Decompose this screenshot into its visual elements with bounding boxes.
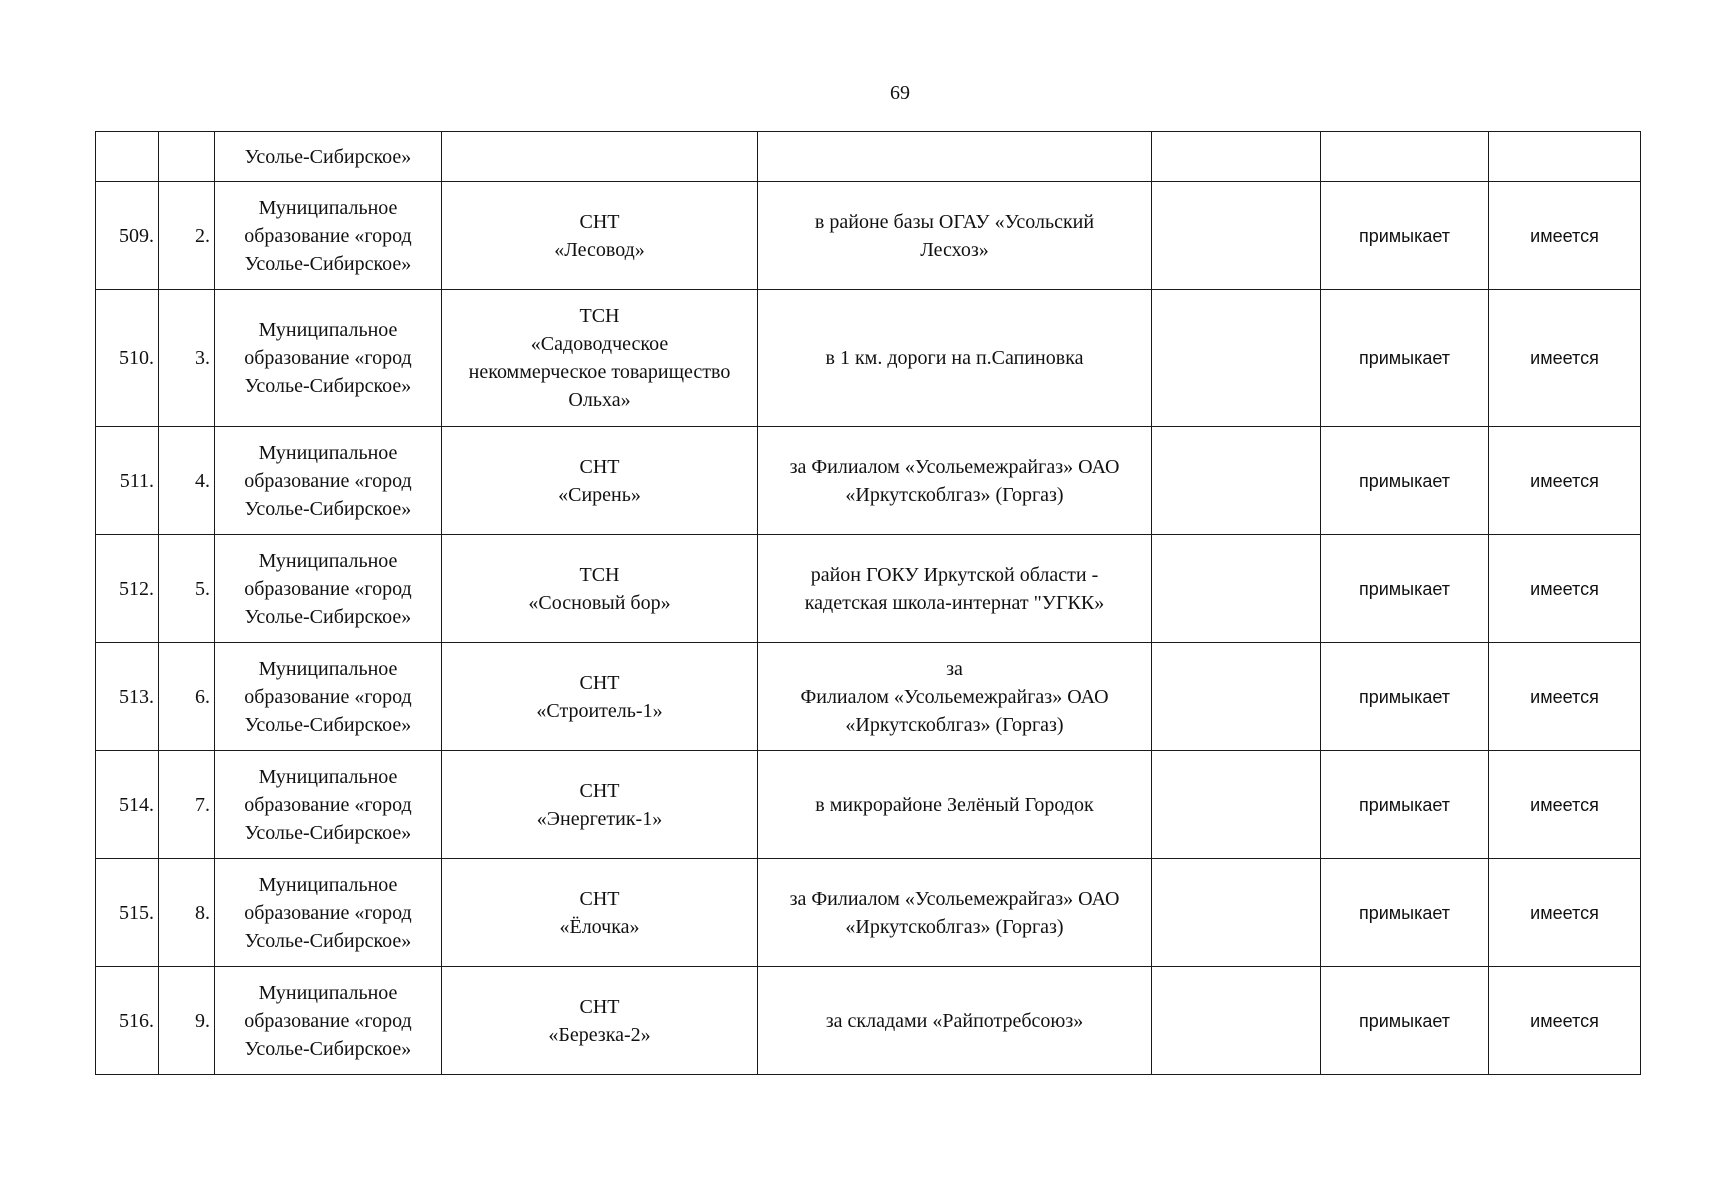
cell-status: имеется xyxy=(1489,182,1641,290)
cell-status xyxy=(1489,132,1641,182)
table-row xyxy=(96,427,1641,535)
cell-empty xyxy=(1152,967,1321,1075)
cell-sub-number: 5. xyxy=(159,535,215,643)
cell-sub-number: 8. xyxy=(159,859,215,967)
cell-location: в 1 км. дороги на п.Сапиновка xyxy=(758,290,1152,427)
cell-municipality: Муниципальное образование «город Усолье-Сибирское» xyxy=(215,967,442,1075)
cell-adjacency: примыкает xyxy=(1321,859,1489,967)
cell-status: имеется xyxy=(1489,967,1641,1075)
cell-empty xyxy=(1152,427,1321,535)
cell-name: СНТ «Лесовод» xyxy=(442,182,758,290)
cell-number xyxy=(96,132,159,182)
cell-name: СНТ «Ёлочка» xyxy=(442,859,758,967)
cell-location: за Филиалом «Усольемежрайгаз» ОАО «Иркутскоблгаз» (Горгаз) xyxy=(758,427,1152,535)
cell-empty xyxy=(1152,182,1321,290)
cell-location: район ГОКУ Иркутской области - кадетская школа-интернат "УГКК» xyxy=(758,535,1152,643)
cell-sub-number: 4. xyxy=(159,427,215,535)
cell-status: имеется xyxy=(1489,427,1641,535)
cell-empty xyxy=(1152,859,1321,967)
cell-name xyxy=(442,132,758,182)
cell-sub-number: 9. xyxy=(159,967,215,1075)
cell-adjacency: примыкает xyxy=(1321,967,1489,1075)
cell-name: СНТ «Строитель-1» xyxy=(442,643,758,751)
cell-location: в районе базы ОГАУ «Усольский Лесхоз» xyxy=(758,182,1152,290)
cell-number: 515. xyxy=(96,859,159,967)
cell-municipality: Муниципальное образование «город Усолье-Сибирское» xyxy=(215,535,442,643)
cell-sub-number: 3. xyxy=(159,290,215,427)
table-row-continuation xyxy=(96,132,1641,182)
cell-empty xyxy=(1152,132,1321,182)
cell-adjacency: примыкает xyxy=(1321,751,1489,859)
cell-location: за Филиалом «Усольемежрайгаз» ОАО «Иркутскоблгаз» (Горгаз) xyxy=(758,859,1152,967)
cell-name: ТСН «Садоводческое некоммерческое товарищество Ольха» xyxy=(442,290,758,427)
cell-number: 511. xyxy=(96,427,159,535)
cell-municipality: Муниципальное образование «город Усолье-Сибирское» xyxy=(215,290,442,427)
cell-name: ТСН «Сосновый бор» xyxy=(442,535,758,643)
table-row xyxy=(96,643,1641,751)
cell-adjacency: примыкает xyxy=(1321,182,1489,290)
cell-name: СНТ «Энергетик-1» xyxy=(442,751,758,859)
cell-number: 516. xyxy=(96,967,159,1075)
cell-status: имеется xyxy=(1489,859,1641,967)
table-row xyxy=(96,182,1641,290)
cell-number: 514. xyxy=(96,751,159,859)
cell-status: имеется xyxy=(1489,751,1641,859)
document-table xyxy=(95,131,1641,1075)
cell-number: 513. xyxy=(96,643,159,751)
cell-location: за складами «Райпотребсоюз» xyxy=(758,967,1152,1075)
table-row xyxy=(96,290,1641,427)
cell-number: 509. xyxy=(96,182,159,290)
cell-municipality: Муниципальное образование «город Усолье-Сибирское» xyxy=(215,643,442,751)
cell-municipality: Муниципальное образование «город Усолье-Сибирское» xyxy=(215,182,442,290)
cell-municipality: Муниципальное образование «город Усолье-Сибирское» xyxy=(215,751,442,859)
cell-adjacency: примыкает xyxy=(1321,427,1489,535)
cell-name: СНТ «Березка-2» xyxy=(442,967,758,1075)
cell-sub-number xyxy=(159,132,215,182)
cell-number: 512. xyxy=(96,535,159,643)
cell-sub-number: 2. xyxy=(159,182,215,290)
cell-empty xyxy=(1152,751,1321,859)
cell-municipality: Муниципальное образование «город Усолье-Сибирское» xyxy=(215,859,442,967)
table-row xyxy=(96,535,1641,643)
cell-sub-number: 6. xyxy=(159,643,215,751)
cell-adjacency xyxy=(1321,132,1489,182)
table-row xyxy=(96,967,1641,1075)
cell-empty xyxy=(1152,643,1321,751)
cell-empty xyxy=(1152,535,1321,643)
cell-empty xyxy=(1152,290,1321,427)
cell-adjacency: примыкает xyxy=(1321,643,1489,751)
cell-municipality: Усолье-Сибирское» xyxy=(215,132,442,182)
cell-number: 510. xyxy=(96,290,159,427)
cell-adjacency: примыкает xyxy=(1321,535,1489,643)
table-row xyxy=(96,751,1641,859)
cell-municipality: Муниципальное образование «город Усолье-Сибирское» xyxy=(215,427,442,535)
cell-status: имеется xyxy=(1489,643,1641,751)
cell-location xyxy=(758,132,1152,182)
table-row xyxy=(96,859,1641,967)
cell-location: в микрорайоне Зелёный Городок xyxy=(758,751,1152,859)
cell-name: СНТ «Сирень» xyxy=(442,427,758,535)
cell-adjacency: примыкает xyxy=(1321,290,1489,427)
cell-sub-number: 7. xyxy=(159,751,215,859)
cell-location: за Филиалом «Усольемежрайгаз» ОАО «Иркутскоблгаз» (Горгаз) xyxy=(758,643,1152,751)
cell-status: имеется xyxy=(1489,535,1641,643)
cell-status: имеется xyxy=(1489,290,1641,427)
page-number: 69 xyxy=(890,82,910,104)
